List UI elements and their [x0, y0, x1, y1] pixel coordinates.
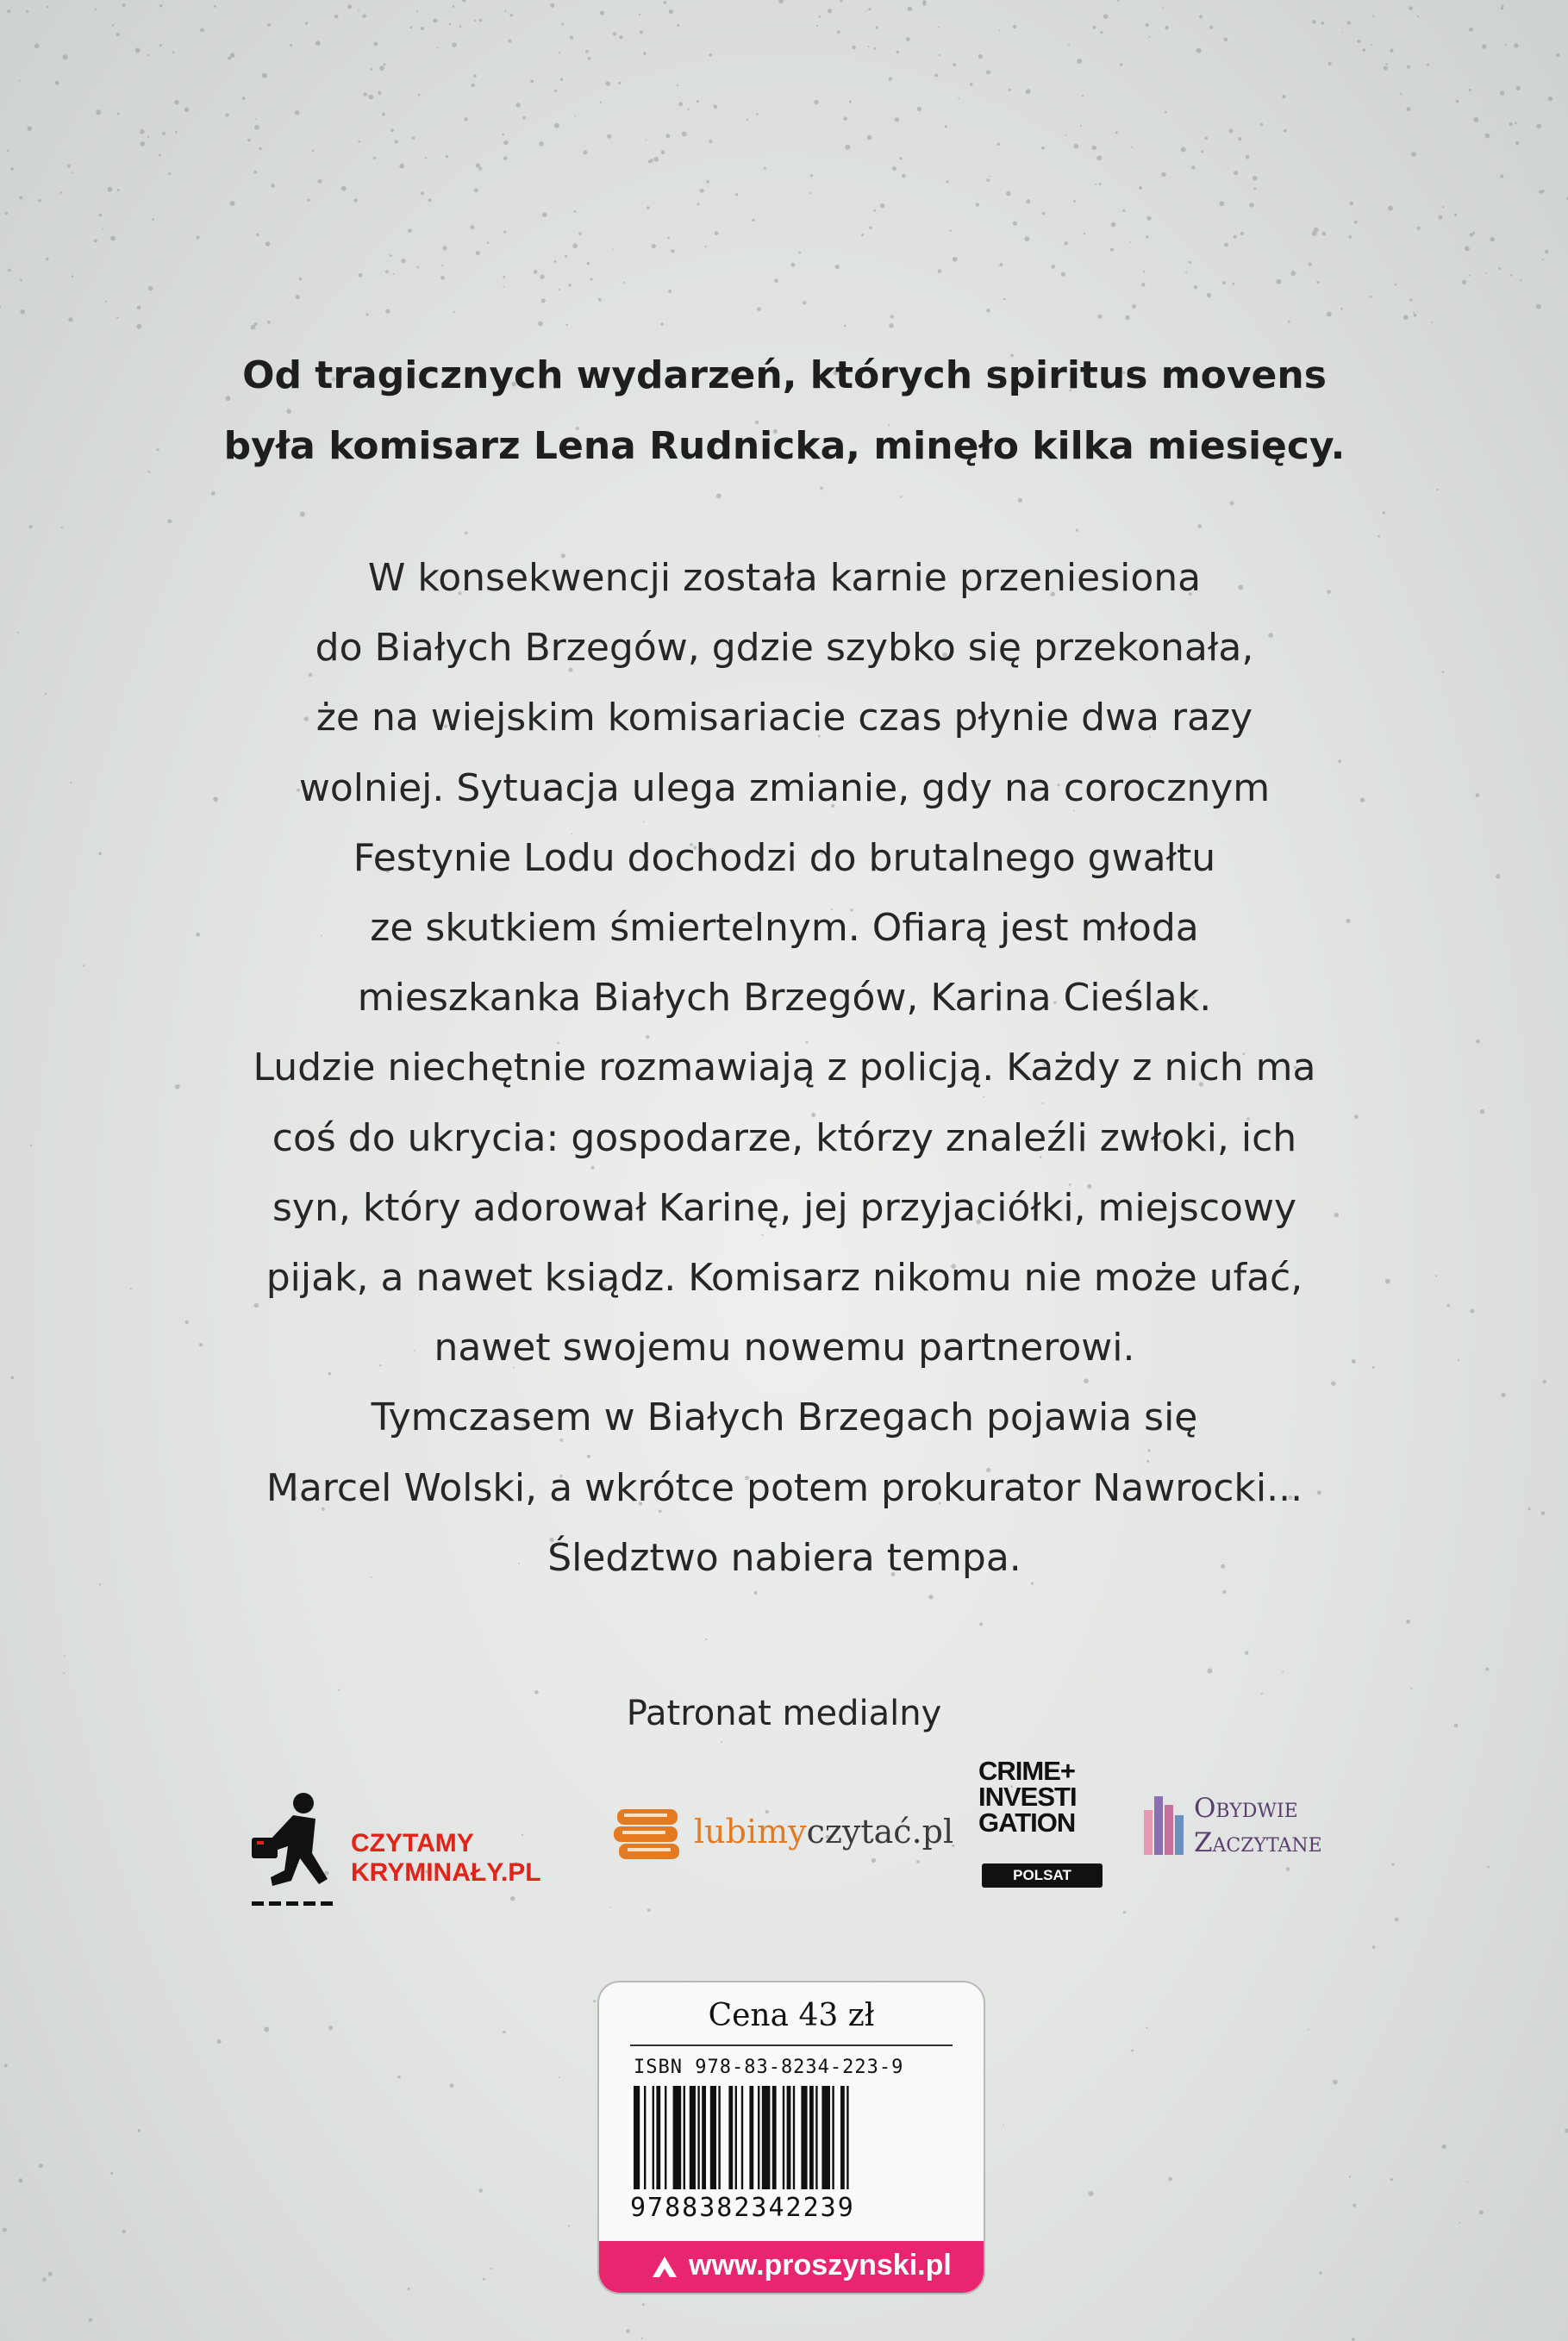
blurb-line: nawet swojemu nowemu partnerowi. — [434, 1326, 1135, 1370]
czytamy-line: CZYTAMY — [351, 1829, 474, 1857]
book-stack-icon — [612, 1797, 684, 1866]
crime-wordmark — [978, 1758, 1108, 1836]
media-patronage-label: Patronat medialny — [626, 1694, 942, 1733]
czytamy-kryminaly-logo — [243, 1784, 588, 1913]
czytamy-wordmark — [351, 1829, 541, 1888]
lead-line: była komisarz Lena Rudnicka, minęło kilka miesięcy. — [223, 424, 1346, 468]
crime-line: CRIME+ — [978, 1756, 1075, 1786]
price-barcode-sticker — [597, 1981, 985, 2294]
lubimy-suffix: czytać.pl — [806, 1813, 954, 1851]
blurb-line: pijak, a nawet ksiądz. Komisarz nikomu nie może ufać, — [265, 1256, 1303, 1301]
obydwie-wordmark — [1194, 1791, 1322, 1860]
publisher-arrow-icon — [649, 2251, 680, 2282]
crime-investigation-logo — [978, 1758, 1108, 1896]
price-label: Cena 43 zł — [708, 1998, 875, 2033]
polsat-badge: POLSAT — [982, 1863, 1103, 1888]
media-partner-logos — [0, 1750, 1568, 1922]
lubimy-wordmark — [694, 1813, 953, 1851]
blurb-line: Śledztwo nabiera tempa. — [547, 1535, 1021, 1580]
lead-paragraph — [155, 340, 1414, 482]
isbn-number: ISBN 978-83-8234-223-9 — [634, 2057, 904, 2078]
publisher-website: www.proszynski.pl — [689, 2249, 952, 2282]
blurb-line: ze skutkiem śmiertelnym. Ofiarą jest młoda — [370, 906, 1199, 951]
book-spines-icon — [1142, 1784, 1187, 1862]
lead-line: Od tragicznych wydarzeń, których spiritus movens — [242, 353, 1327, 397]
obydwie-line: Zaczytane — [1194, 1827, 1322, 1858]
blurb-line: W konsekwencji została karnie przeniesiona — [367, 556, 1202, 600]
blurb-line: Festynie Lodu dochodzi do brutalnego gwałtu — [353, 835, 1216, 880]
blurb-line: mieszkanka Białych Brzegów, Karina Cieślak. — [357, 976, 1212, 1021]
blurb-line: że na wiejskim komisariacie czas płynie dwa razy — [315, 696, 1253, 740]
czytamy-line: KRYMINAŁY.PL — [351, 1858, 541, 1887]
barcode-icon — [634, 2086, 953, 2189]
blurb-line: do Białych Brzegów, gdzie szybko się przekonała, — [315, 626, 1254, 671]
blurb-line: coś do ukrycia: gospodarze, którzy znaleźli zwłoki, ich — [272, 1115, 1297, 1160]
lubimy-prefix: lubimy — [694, 1813, 807, 1851]
price-divider — [630, 2044, 953, 2046]
blurb-line: wolniej. Sytuacja ulega zmianie, gdy na corocznym — [298, 765, 1271, 810]
crime-line: GATION — [978, 1807, 1076, 1838]
blurb-line: syn, który adorował Karinę, jej przyjaciółki, miejscowy — [272, 1185, 1296, 1230]
publisher-web-strip — [599, 2241, 984, 2293]
blurb-line: Tymczasem w Białych Brzegach pojawia się — [371, 1395, 1198, 1440]
blurb-line: Marcel Wolski, a wkrótce potem prokurator Nawrocki... — [265, 1465, 1303, 1510]
lubimy-czytac-logo — [612, 1797, 957, 1875]
ean-digits: 9788382342239 — [630, 2193, 855, 2223]
crime-line: INVESTI — [978, 1782, 1077, 1812]
blurb-line: Ludzie niechętnie rozmawiają z policją. Każdy z nich ma — [253, 1046, 1316, 1090]
obydwie-line: Obydwie — [1194, 1793, 1298, 1824]
running-detective-icon — [243, 1784, 347, 1913]
obydwie-zaczytane-logo — [1142, 1784, 1366, 1879]
blurb-paragraph — [147, 543, 1422, 1593]
